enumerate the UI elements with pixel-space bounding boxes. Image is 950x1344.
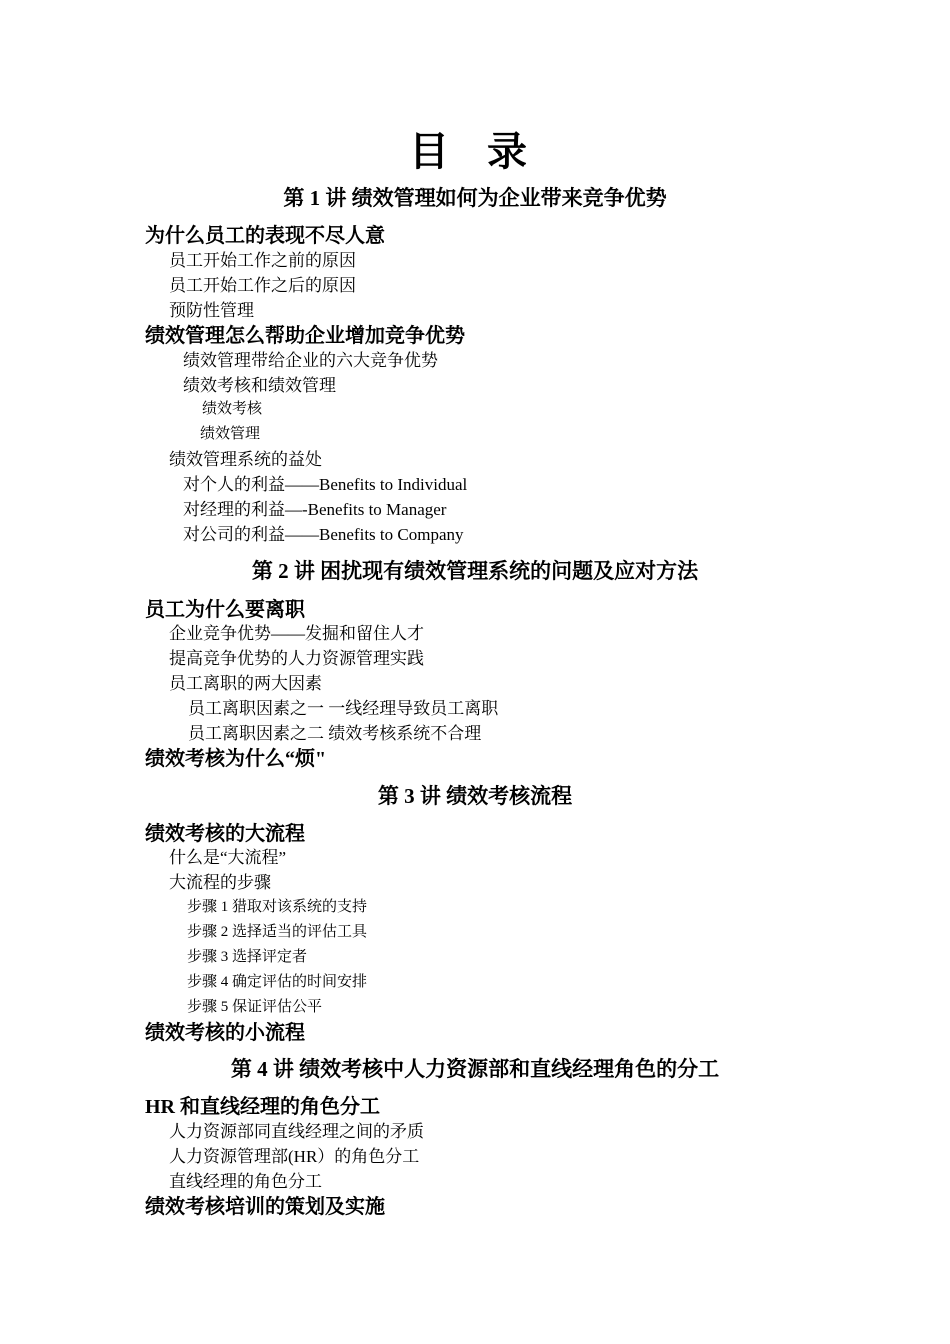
- section-heading: 绩效考核为什么“烦": [145, 748, 327, 770]
- section-heading: 绩效考核的大流程: [145, 823, 305, 845]
- toc-item: 人力资源部同直线经理之间的矛质: [169, 1122, 424, 1141]
- toc-item: 员工开始工作之前的原因: [169, 251, 356, 270]
- lecture-2-heading: 第 2 讲 困扰现有绩效管理系统的问题及应对方法: [251, 559, 699, 583]
- toc-item: 对个人的利益——Benefits to Individual: [183, 475, 468, 494]
- toc-item: 提高竞争优势的人力资源管理实践: [169, 649, 424, 668]
- toc-item: 预防性管理: [169, 301, 254, 320]
- lecture-3-heading: 第 3 讲 绩效考核流程: [377, 784, 573, 808]
- toc-subitem: 员工离职因素之一 一线经理导致员工离职: [188, 699, 499, 718]
- section-heading: 员工为什么要离职: [145, 599, 305, 621]
- toc-item: 人力资源管理部(HR）的角色分工: [169, 1147, 420, 1166]
- toc-item: 直线经理的角色分工: [169, 1172, 322, 1191]
- toc-item: 企业竞争优势——发掘和留住人才: [169, 624, 424, 643]
- toc-subitem: 步骤 5 保证评估公平: [187, 999, 323, 1015]
- lecture-4-heading: 第 4 讲 绩效考核中人力资源部和直线经理角色的分工: [230, 1057, 720, 1081]
- section-heading: 绩效管理怎么帮助企业增加竞争优势: [145, 325, 465, 347]
- toc-subitem: 步骤 1 猎取对该系统的支持: [187, 899, 368, 915]
- toc-item: 大流程的步骤: [169, 873, 271, 892]
- toc-item: 绩效管理系统的益处: [169, 450, 322, 469]
- toc-item: 什么是“大流程”: [169, 848, 287, 867]
- toc-subitem: 绩效考核: [202, 401, 263, 417]
- toc-item: 绩效考核和绩效管理: [183, 376, 336, 395]
- toc-subitem: 步骤 4 确定评估的时间安排: [187, 974, 368, 990]
- section-heading: 绩效考核培训的策划及实施: [145, 1196, 385, 1218]
- toc-subitem: 绩效管理: [200, 426, 261, 442]
- toc-subitem: 步骤 2 选择适当的评估工具: [187, 924, 368, 940]
- toc-item: 员工开始工作之后的原因: [169, 276, 356, 295]
- toc-item: 对公司的利益——Benefits to Company: [183, 525, 464, 544]
- toc-item: 对经理的利益—-Benefits to Manager: [183, 500, 447, 519]
- page-title: 目 录: [409, 129, 541, 174]
- toc-item: 绩效管理带给企业的六大竞争优势: [183, 351, 438, 370]
- section-heading: HR 和直线经理的角色分工: [145, 1096, 380, 1118]
- toc-subitem: 步骤 3 选择评定者: [187, 949, 308, 965]
- section-heading: 为什么员工的表现不尽人意: [145, 225, 385, 247]
- toc-item: 员工离职的两大因素: [169, 674, 322, 693]
- section-heading: 绩效考核的小流程: [145, 1022, 305, 1044]
- toc-subitem: 员工离职因素之二 绩效考核系统不合理: [188, 724, 482, 743]
- lecture-1-heading: 第 1 讲 绩效管理如何为企业带来竞争优势: [283, 186, 667, 210]
